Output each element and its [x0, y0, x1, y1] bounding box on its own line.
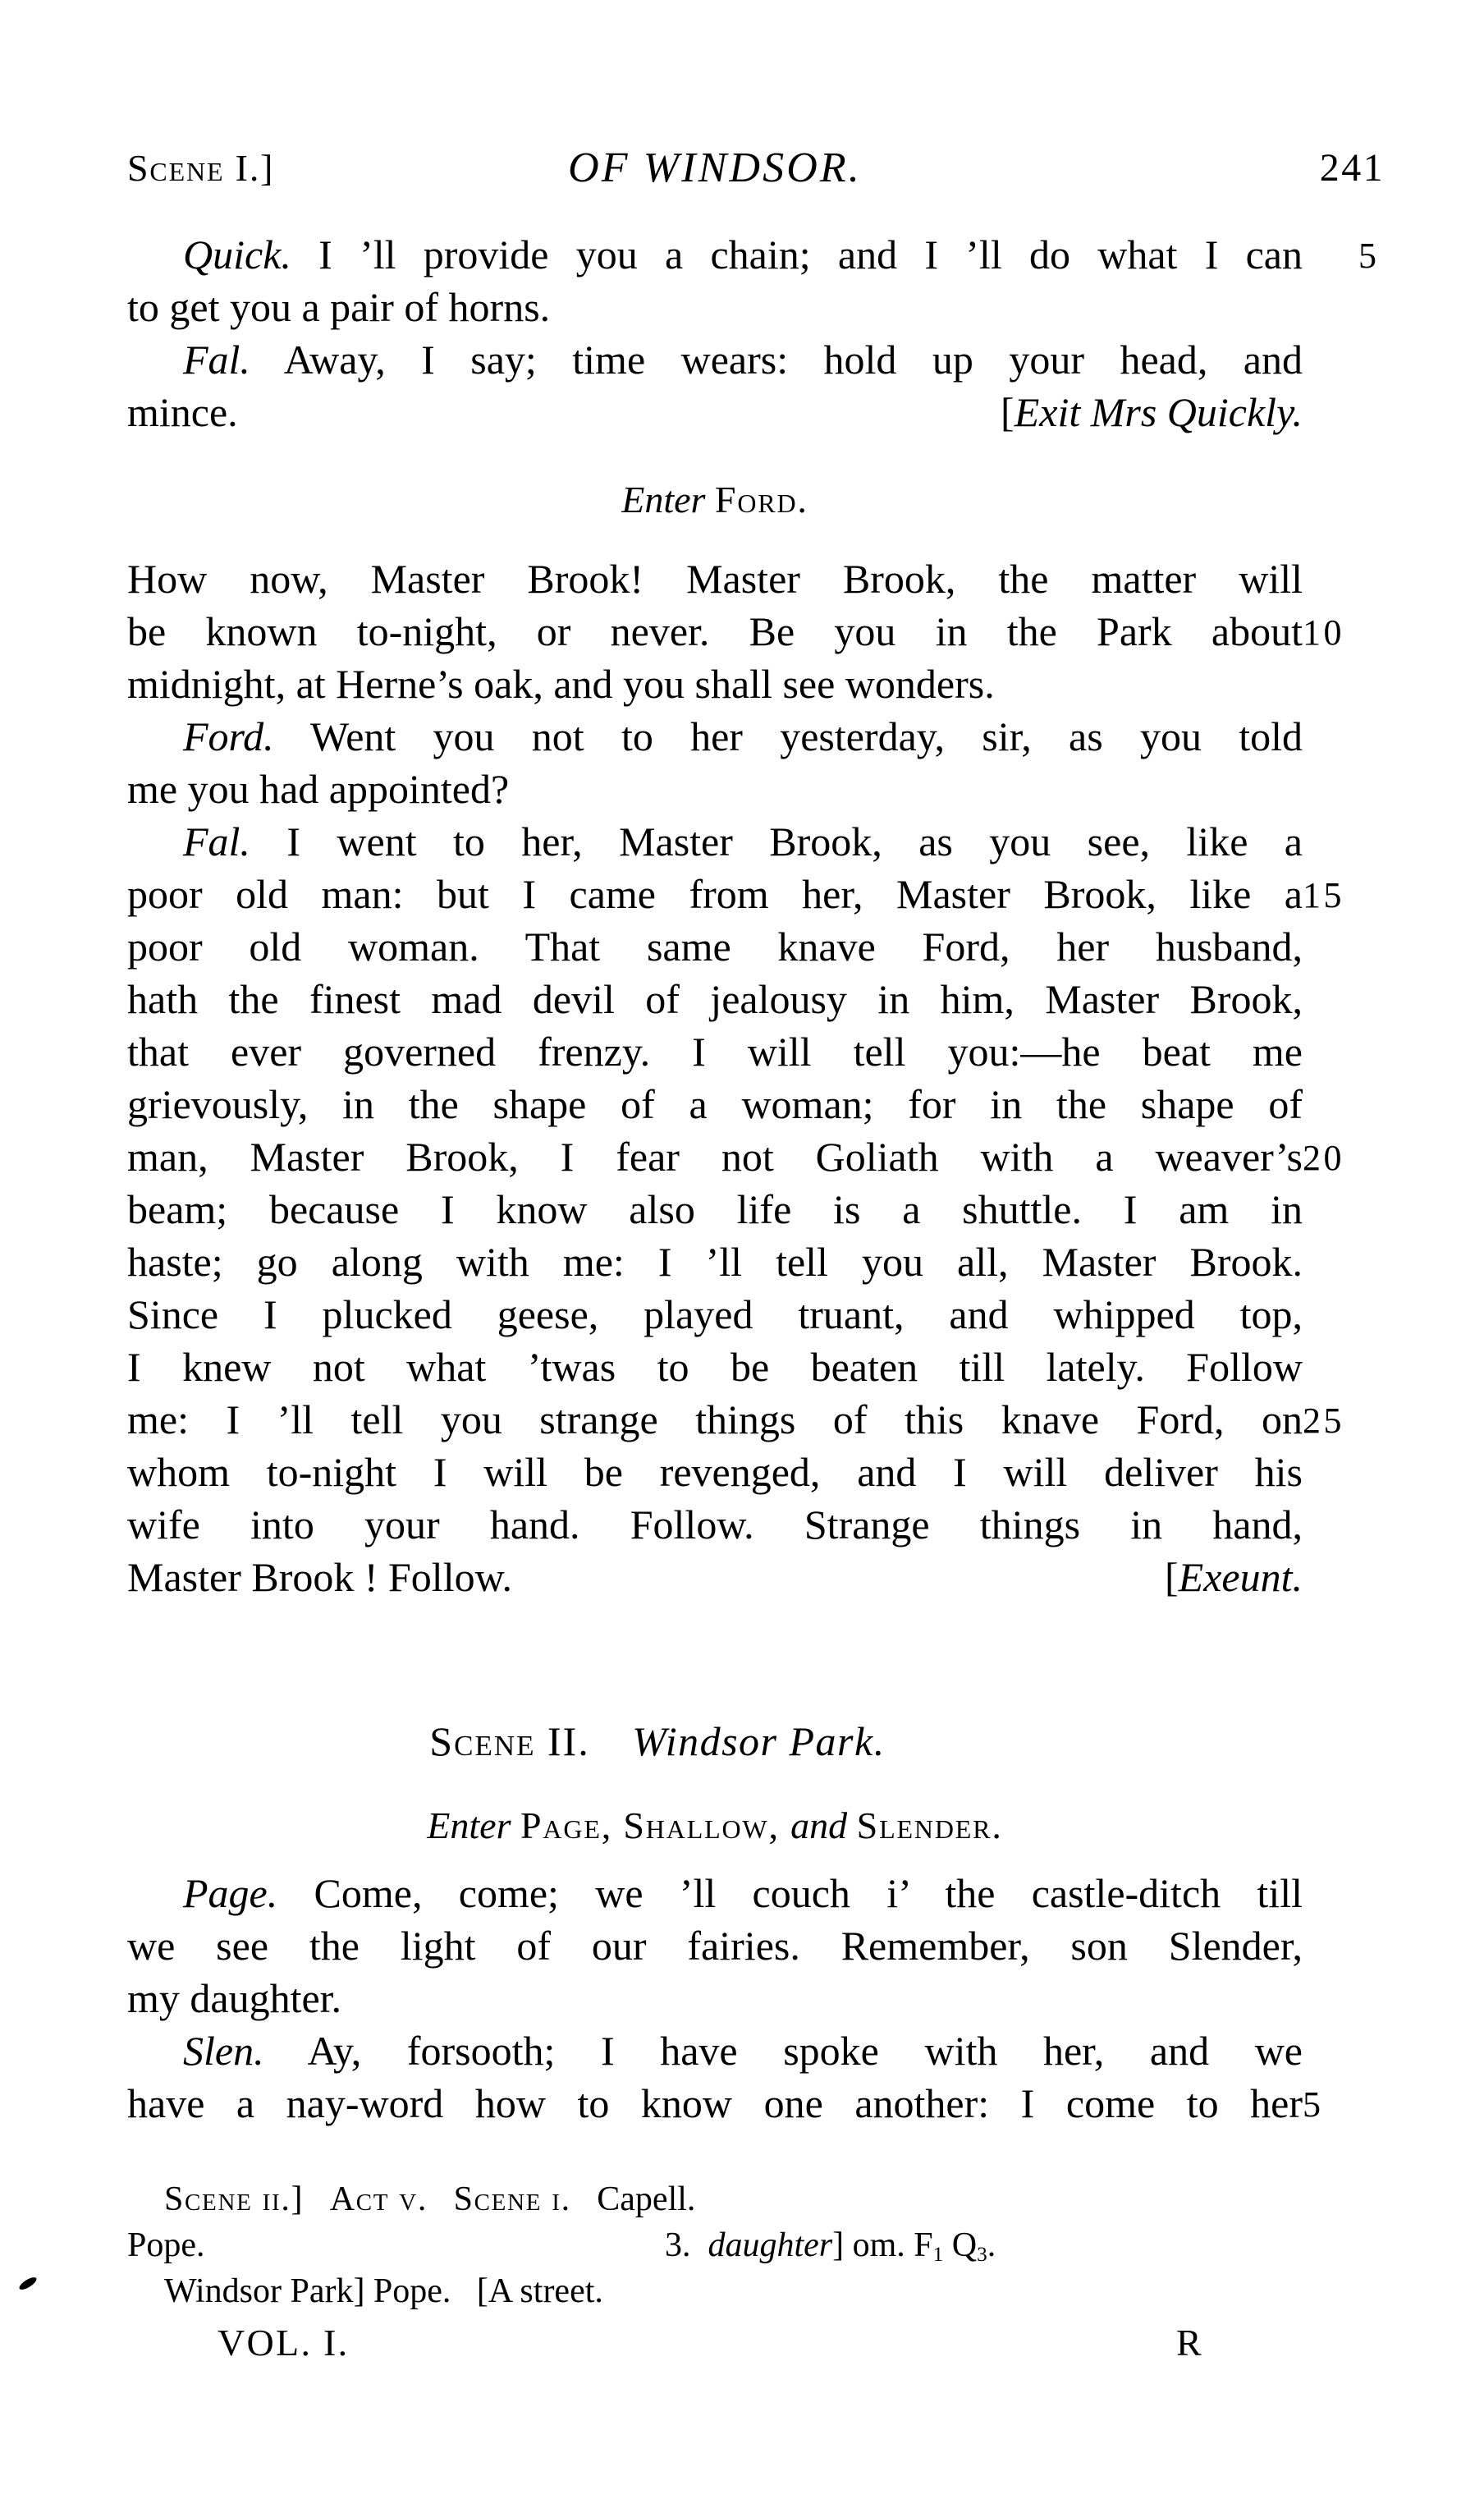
- text-line: [127, 1130, 1345, 1183]
- footnote-entry: [665, 2222, 996, 2273]
- italic-text: Fal.: [183, 337, 250, 383]
- text-segment: ] om. F: [832, 2226, 933, 2264]
- text-segment: [: [1165, 1554, 1179, 1600]
- italic-text: and: [790, 1804, 857, 1846]
- text-line: [127, 1498, 1303, 1551]
- text-segment: whom to-night I will be revenged, and I will deliver his: [127, 1449, 1303, 1495]
- stage-exit-direction: [1001, 386, 1303, 438]
- text-segment: 1: [932, 2243, 944, 2266]
- text-line: [127, 1236, 1303, 1288]
- text-segment: I ’ll provide you a chain; and I ’ll do what I can: [291, 232, 1303, 277]
- text-segment: Windsor Park] Pope. [A street.: [164, 2272, 603, 2310]
- text-line: [127, 2268, 1303, 2314]
- scene2-heading: [127, 1715, 1303, 1768]
- italic-text: Slen.: [183, 2028, 264, 2074]
- line-left-part: [127, 386, 238, 438]
- text-segment: poor old man: but I came from her, Master Brook, like a: [127, 871, 1303, 917]
- text-segment: my daughter.: [127, 1975, 342, 2021]
- italic-text: Quick.: [183, 232, 291, 277]
- text-line: [127, 1025, 1303, 1078]
- text-line: [127, 920, 1303, 973]
- text-line: [127, 868, 1345, 920]
- text-segment: Capell.: [570, 2180, 696, 2218]
- text-line: [127, 1446, 1303, 1498]
- italic-text: daughter: [708, 2226, 833, 2264]
- text-line: [127, 333, 1303, 386]
- italic-text: Ford.: [183, 713, 274, 759]
- text-segment: Come, come; we ’ll couch i’ the castle-ditch till: [277, 1870, 1303, 1916]
- italic-text: Windsor Park.: [632, 1718, 886, 1764]
- text-line: [127, 2222, 1303, 2268]
- line-number: 25: [1303, 1401, 1345, 1441]
- text-line: [127, 2077, 1324, 2130]
- text-line: [127, 973, 1303, 1025]
- scene1-dialogue: [127, 552, 1345, 1603]
- text-line: [127, 605, 1345, 658]
- text-segment: Ay, forsooth; I have spoke with her, and we: [263, 2028, 1303, 2074]
- text-segment: Went you not to her yesterday, sir, as you told: [273, 713, 1303, 759]
- text-segment: haste; go along with me: I ’ll tell you all, Master Brook.: [127, 1239, 1303, 1285]
- text-segment: [590, 1718, 633, 1764]
- scene2-dialogue: [127, 1867, 1324, 2130]
- text-segment: How now, Master Brook! Master Brook, the matter will: [127, 556, 1303, 602]
- text-line: [127, 815, 1303, 868]
- text-segment: Since I plucked geese, played truant, and whipped top,: [127, 1291, 1303, 1337]
- scene1-closing-dialogue: [127, 228, 1380, 438]
- line-number: 5: [1358, 236, 1380, 276]
- text-line: [127, 1551, 1303, 1603]
- footer-volume-label: VOL. I.: [218, 2322, 350, 2364]
- text-segment: wife into your hand. Follow. Strange things in hand,: [127, 1502, 1303, 1547]
- smallcaps-text: Slender.: [856, 1804, 1003, 1846]
- text-segment: that ever governed frenzy. I will tell you:—he beat me: [127, 1029, 1303, 1075]
- running-title: OF WINDSOR.: [568, 144, 862, 191]
- footer-signature-mark: R: [1176, 2322, 1202, 2364]
- text-segment: me: I ’ll tell you strange things of this knave Ford, on: [127, 1396, 1303, 1442]
- text-segment: Master Brook ! Follow.: [127, 1554, 512, 1600]
- text-segment: grievously, in the shape of a woman; for in the shape of: [127, 1081, 1303, 1127]
- text-line: [127, 2176, 1303, 2222]
- text-line: [127, 552, 1303, 605]
- text-segment: midnight, at Herne’s oak, and you shall see wonders.: [127, 661, 995, 707]
- smallcaps-text: Ford.: [714, 479, 808, 520]
- text-segment: poor old woman. That same knave Ford, her husband,: [127, 924, 1303, 970]
- text-line: [127, 1867, 1303, 1919]
- text-line: [127, 1393, 1345, 1446]
- smallcaps-text: Scene i.: [453, 2180, 571, 2218]
- text-segment: we see the light of our fairies. Remember, son Slender,: [127, 1923, 1303, 1969]
- smallcaps-text: Scene ii.]: [164, 2180, 305, 2218]
- text-line: [127, 475, 1303, 525]
- text-line: [127, 281, 1303, 333]
- text-line: [127, 1801, 1303, 1850]
- italic-text: Page.: [183, 1870, 278, 1916]
- italic-text: Exit Mrs Quickly.: [1014, 389, 1303, 435]
- text-segment: 3: [977, 2243, 987, 2266]
- stage-exit-direction: [1165, 1551, 1303, 1603]
- text-segment: mince.: [127, 389, 238, 435]
- text-segment: .: [987, 2226, 996, 2264]
- text-segment: be known to-night, or never. Be you in the Park about: [127, 608, 1303, 654]
- text-line: [127, 1919, 1303, 1972]
- italic-text: Exeunt.: [1178, 1554, 1303, 1600]
- text-line: [127, 1715, 1188, 1768]
- text-segment: I knew not what ’twas to be beaten till lately. Follow: [127, 1344, 1303, 1390]
- smallcaps-text: Scene II.: [429, 1718, 590, 1764]
- text-segment: Pope.: [127, 2226, 205, 2264]
- smallcaps-text: Act v.: [329, 2180, 428, 2218]
- text-segment: man, Master Brook, I fear not Goliath with a weaver’s: [127, 1134, 1303, 1180]
- critical-apparatus-footnotes: [127, 2176, 1303, 2314]
- text-segment: me you had appointed?: [127, 766, 510, 812]
- text-line: [127, 1341, 1303, 1393]
- text-segment: have a nay-word how to know one another: I come to her: [127, 2080, 1303, 2126]
- text-segment: I went to her, Master Brook, as you see, like a: [250, 818, 1303, 864]
- stage-direction-enter-ford: [127, 475, 1303, 525]
- page-number: 241: [1319, 146, 1385, 190]
- italic-text: Enter: [427, 1804, 520, 1846]
- text-segment: Q: [943, 2226, 978, 2264]
- text-segment: Away, I say; time wears: hold up your head, and: [250, 337, 1303, 383]
- text-segment: 3.: [665, 2226, 708, 2264]
- stage-direction-enter-page: [127, 1801, 1303, 1850]
- text-segment: [: [1001, 389, 1015, 435]
- ink-speck-mark: [17, 2275, 38, 2291]
- text-segment: [428, 2180, 454, 2218]
- running-header: [127, 140, 1385, 197]
- text-segment: to get you a pair of horns.: [127, 284, 551, 330]
- text-segment: hath the finest mad devil of jealousy in him, Master Brook,: [127, 976, 1303, 1022]
- line-number: 10: [1303, 612, 1345, 653]
- text-segment: [304, 2180, 330, 2218]
- line-number: 5: [1303, 2084, 1324, 2125]
- line-number: 15: [1303, 875, 1345, 915]
- text-line: [127, 658, 1303, 710]
- text-line: [127, 386, 1303, 438]
- italic-text: Fal.: [183, 818, 250, 864]
- text-line: [127, 710, 1303, 763]
- smallcaps-text: Page, Shallow,: [520, 1804, 791, 1846]
- text-line: [127, 1288, 1303, 1341]
- text-line: [127, 763, 1303, 815]
- italic-text: Enter: [621, 479, 715, 520]
- header-scene-label: Scene I.]: [127, 147, 275, 189]
- line-number: 20: [1303, 1138, 1345, 1178]
- text-line: [127, 2024, 1303, 2077]
- text-line: [127, 1183, 1303, 1236]
- text-line: [127, 228, 1380, 281]
- text-line: [127, 1078, 1303, 1130]
- text-segment: beam; because I know also life is a shuttle. I am in: [127, 1186, 1303, 1232]
- line-left-part: [127, 1551, 512, 1603]
- text-line: [127, 1972, 1303, 2024]
